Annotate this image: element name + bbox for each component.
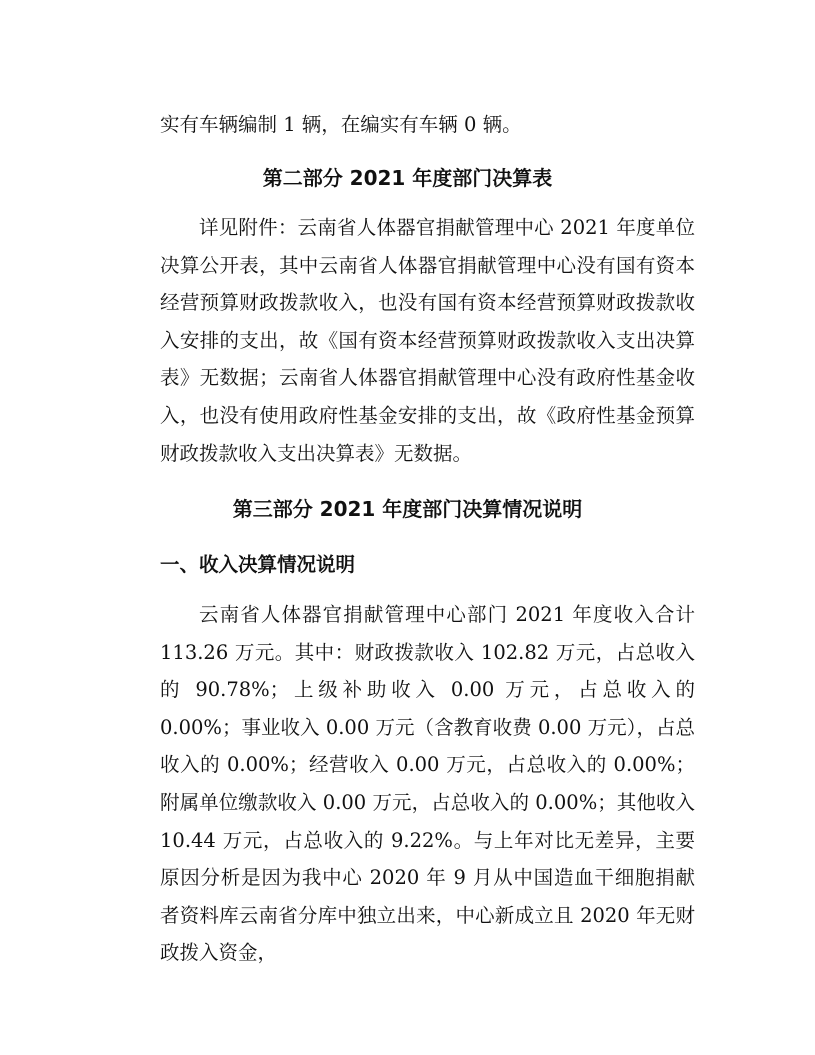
continued-paragraph-line: 实有车辆编制 1 辆，在编实有车辆 0 辆。 <box>160 113 522 136</box>
section1-title: 一、收入决算情况说明 <box>160 553 356 576</box>
part2-heading: 第二部分 2021 年度部门决算表 <box>262 166 553 190</box>
section1-paragraph: 云南省人体器官捐献管理中心部门 2021 年度收入合计 113.26 万元。其中：财政拨款收入 102.82 万元，占总收入的 90.78%；上级补助收入 0.00 万元，占总收入的 0.00%；事业收入 0.00 万元（含教育收费 0.00 万元），占总收入的 0.00%；经营收入 0.00 万元，占总收入的 0.00%；附属单位缴款收入 0.00 万元，占总收入的 0.00%；其他收入 10.44 万元，占总收入的 9.22%。与上年对比无差异，主要原因分析是因为我中心 2020 年 9 月从中国造血干细胞捐献者资料库云南省分库中独立出来，中心新成立且 2020 年无财政拨入资金， <box>160 603 695 965</box>
part3-heading: 第三部分 2021 年度部门决算情况说明 <box>232 497 583 521</box>
part2-paragraph: 详见附件：云南省人体器官捐献管理中心 2021 年度单位决算公开表，其中云南省人体器官捐献管理中心没有国有资本经营预算财政拨款收入，也没有国有资本经营预算财政拨款收入安排的支出，故《国有资本经营预算财政拨款收入支出决算表》无数据；云南省人体器官捐献管理中心没有政府性基金收入，也没有使用政府性基金安排的支出，故《政府性基金预算财政拨款收入支出决算表》无数据。 <box>160 216 695 465</box>
